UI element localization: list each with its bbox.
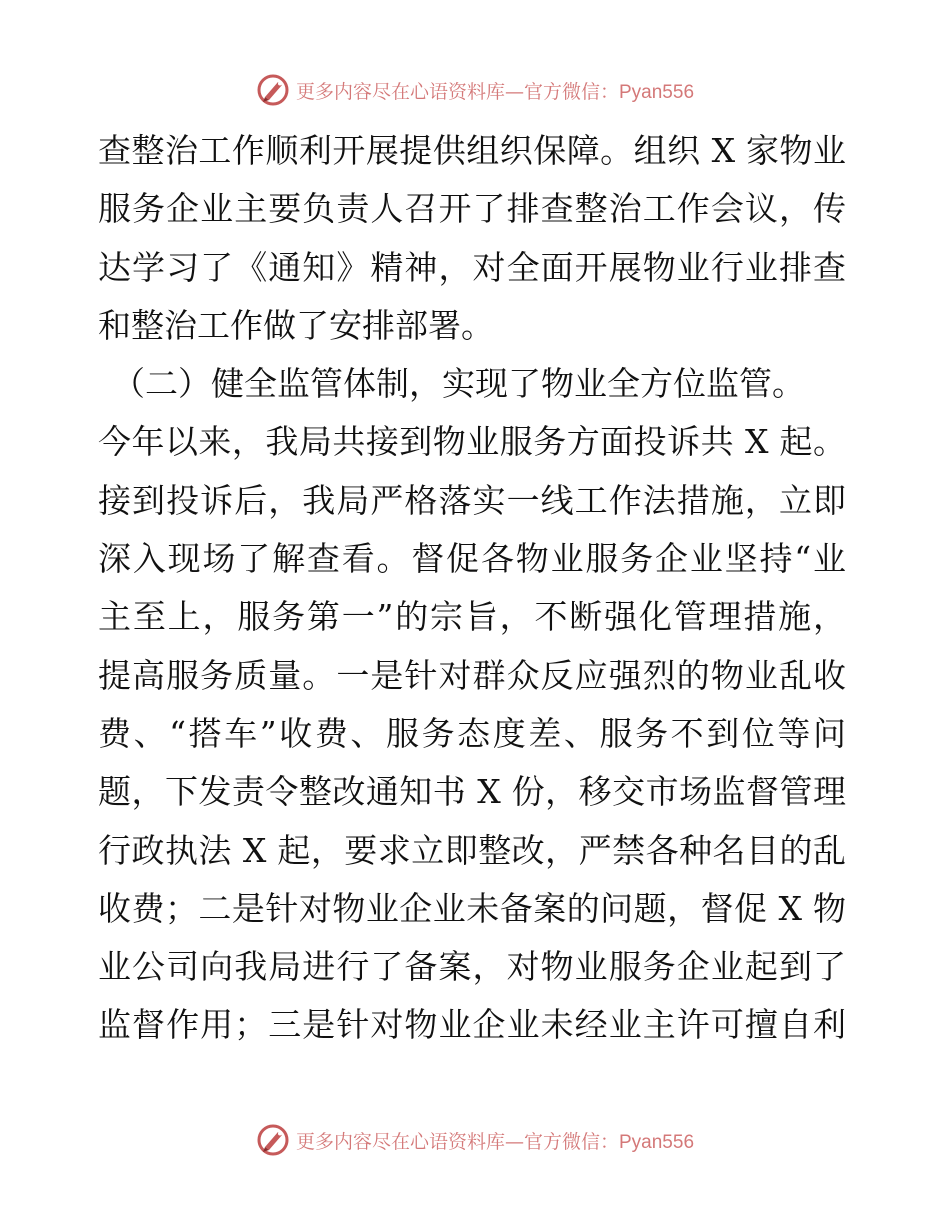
watermark-label: 更多内容尽在心语资料库—官方微信： (295, 80, 619, 103)
watermark-label: 更多内容尽在心语资料库—官方微信： (295, 1130, 619, 1153)
brand-logo-icon (256, 1123, 290, 1157)
body-line: 达学习了《通知》精神，对全面开展物业行业排查 (98, 247, 846, 287)
body-line: 和整治工作做了安排部署。 (98, 305, 494, 345)
body-line: 行政执法 X 起，要求立即整改，严禁各种名目的乱 (98, 830, 846, 870)
watermark-handle: Pyan556 (619, 1131, 695, 1153)
body-line: 业公司向我局进行了备案，对物业服务企业起到了 (98, 947, 846, 987)
document-body (98, 122, 846, 1055)
body-line: 费、“搭车”收费、服务态度差、服务不到位等问 (98, 713, 846, 753)
watermark-handle: Pyan556 (619, 81, 695, 103)
body-line: 服务企业主要负责人召开了排查整治工作会议，传 (98, 189, 846, 229)
watermark-text (296, 77, 694, 104)
body-line: 接到投诉后，我局严格落实一线工作法措施，立即 (98, 480, 846, 520)
section-heading: （二）健全监管体制，实现了物业全方位监管。 (112, 364, 805, 404)
watermark-header (0, 70, 950, 110)
body-line: 查整治工作顺利开展提供组织保障。组织 X 家物业 (98, 131, 846, 170)
body-line: 题，下发责令整改通知书 X 份，移交市场监督管理 (98, 772, 846, 812)
body-line: 主至上，服务第一”的宗旨，不断强化管理措施， (98, 597, 846, 637)
watermark-text (296, 1127, 694, 1154)
body-line: 提高服务质量。一是针对群众反应强烈的物业乱收 (98, 655, 846, 695)
body-line: 深入现场了解查看。督促各物业服务企业坚持“业 (98, 539, 846, 579)
body-line: 监督作用；三是针对物业企业未经业主许可擅自利 (98, 1005, 846, 1045)
watermark-footer (0, 1120, 950, 1160)
body-line: 收费；二是针对物业企业未备案的问题，督促 X 物 (98, 888, 846, 928)
brand-logo-icon (256, 73, 290, 107)
body-line: 今年以来，我局共接到物业服务方面投诉共 X 起。 (98, 422, 846, 462)
